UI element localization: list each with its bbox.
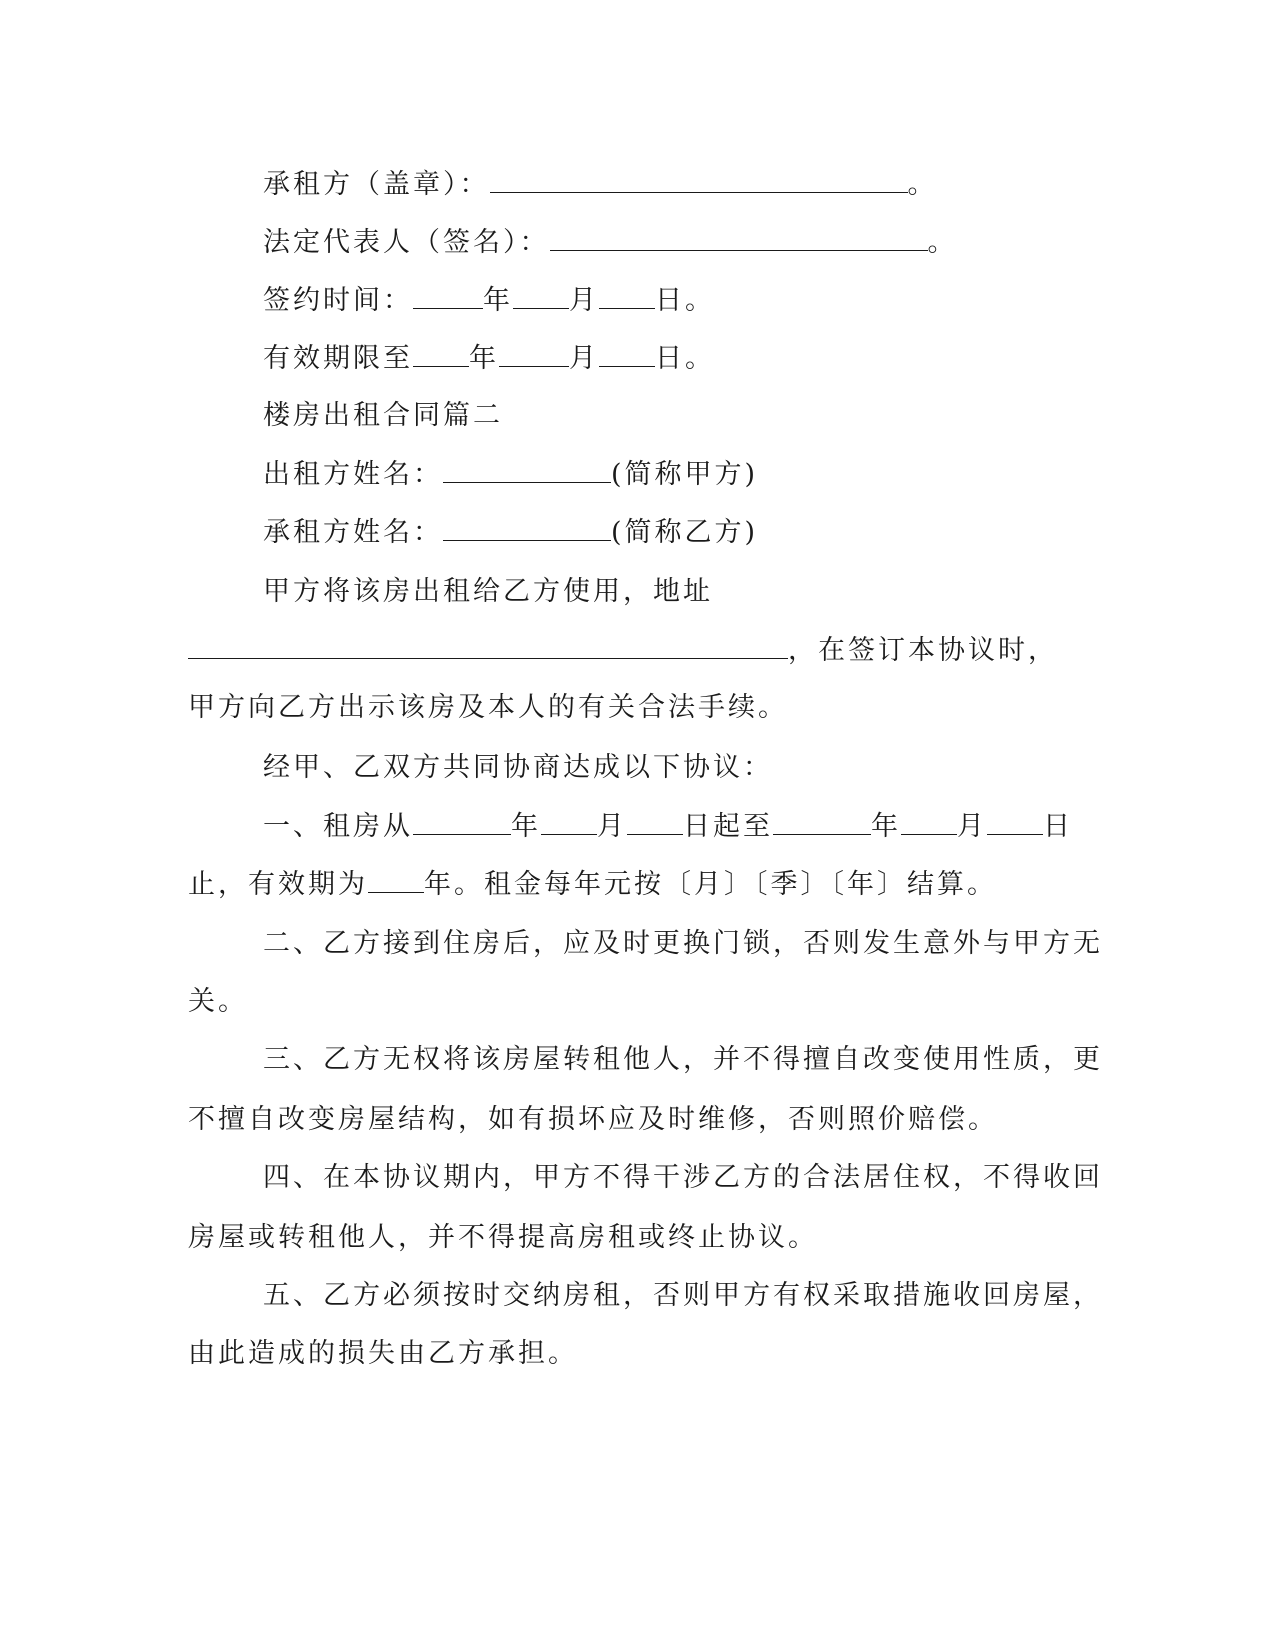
validity-label: 有效期限至 [263, 343, 413, 374]
start-year-blank [413, 808, 511, 835]
clause-4-line-2: 房屋或转租他人，并不得提高房租或终止协议。 [188, 1222, 818, 1253]
validity-month-blank [499, 340, 569, 367]
lessor-name-note: (简称甲方) [611, 459, 759, 490]
clause-5-line-1: 五、乙方必须按时交纳房租，否则甲方有权采取措施收回房屋， [263, 1280, 1103, 1311]
signing-year-unit: 年 [483, 285, 513, 316]
end-year-blank [773, 808, 871, 835]
end-year-unit: 年 [871, 811, 901, 842]
start-month-blank [541, 808, 597, 835]
validity-day-blank [599, 340, 655, 367]
clause-4-line-1: 四、在本协议期内，甲方不得干涉乙方的合法居住权，不得收回 [263, 1162, 1103, 1193]
lessee-name-blank [443, 514, 611, 541]
address-tail: ，在签订本协议时， [788, 635, 1058, 666]
clause-1-line-2 [188, 866, 997, 903]
validity-line [263, 340, 715, 377]
validity-year-blank [413, 340, 469, 367]
legal-rep-blank [550, 224, 928, 251]
address-line [188, 632, 1058, 669]
legal-rep-end: 。 [927, 227, 958, 258]
clause-3-line-1: 三、乙方无权将该房屋转租他人，并不得擅自改变使用性质，更 [263, 1044, 1103, 1075]
clause-1-start: 一、租房从 [263, 811, 413, 842]
signing-day-unit: 日。 [655, 285, 715, 316]
clause-1-line-1 [263, 808, 1073, 845]
end-day-unit: 日 [1043, 811, 1073, 842]
lessee-seal-blank [490, 166, 908, 193]
lessee-seal-line [263, 166, 938, 203]
lessee-name-line [263, 514, 758, 551]
end-day-blank [987, 808, 1043, 835]
lessee-name-label: 承租方姓名： [263, 517, 443, 548]
lessee-name-note: (简称乙方) [611, 517, 759, 548]
lessor-name-line [263, 456, 758, 493]
clause-3-line-2: 不擅自改变房屋结构，如有损坏应及时维修，否则照价赔偿。 [188, 1104, 998, 1135]
section-title: 楼房出租合同篇二 [263, 400, 503, 431]
legal-rep-line [263, 224, 958, 261]
start-year-unit: 年 [511, 811, 541, 842]
signing-year-blank [413, 282, 483, 309]
body-line: 甲方向乙方出示该房及本人的有关合法手续。 [188, 692, 788, 723]
lessee-seal-label: 承租方（盖章）： [263, 169, 490, 200]
clause-1-rent: 年。租金每年元按〔月〕〔季〕〔年〕结算。 [424, 869, 997, 900]
validity-year-unit: 年 [469, 343, 499, 374]
signing-month-blank [513, 282, 569, 309]
end-month-unit: 月 [957, 811, 987, 842]
term-years-blank [368, 866, 424, 893]
start-month-unit: 月 [597, 811, 627, 842]
address-blank [188, 632, 788, 659]
address-intro-line: 甲方将该房出租给乙方使用，地址 [263, 576, 713, 607]
signing-month-unit: 月 [569, 285, 599, 316]
signing-date-line [263, 282, 715, 319]
clause-5-line-2: 由此造成的损失由乙方承担。 [188, 1338, 578, 1369]
lessee-seal-end: 。 [907, 169, 938, 200]
clause-2-line-1: 二、乙方接到住房后，应及时更换门锁，否则发生意外与甲方无 [263, 928, 1103, 959]
signing-day-blank [599, 282, 655, 309]
agreement-intro: 经甲、乙双方共同协商达成以下协议： [263, 752, 773, 783]
lessor-name-label: 出租方姓名： [263, 459, 443, 490]
start-day-unit: 日起至 [683, 811, 773, 842]
clause-2-line-2: 关。 [188, 986, 248, 1017]
validity-month-unit: 月 [569, 343, 599, 374]
start-day-blank [627, 808, 683, 835]
lessor-name-blank [443, 456, 611, 483]
clause-1-term-label: 止，有效期为 [188, 869, 368, 900]
validity-day-unit: 日。 [655, 343, 715, 374]
end-month-blank [901, 808, 957, 835]
legal-rep-label: 法定代表人（签名）： [263, 227, 550, 258]
signing-date-label: 签约时间： [263, 285, 413, 316]
